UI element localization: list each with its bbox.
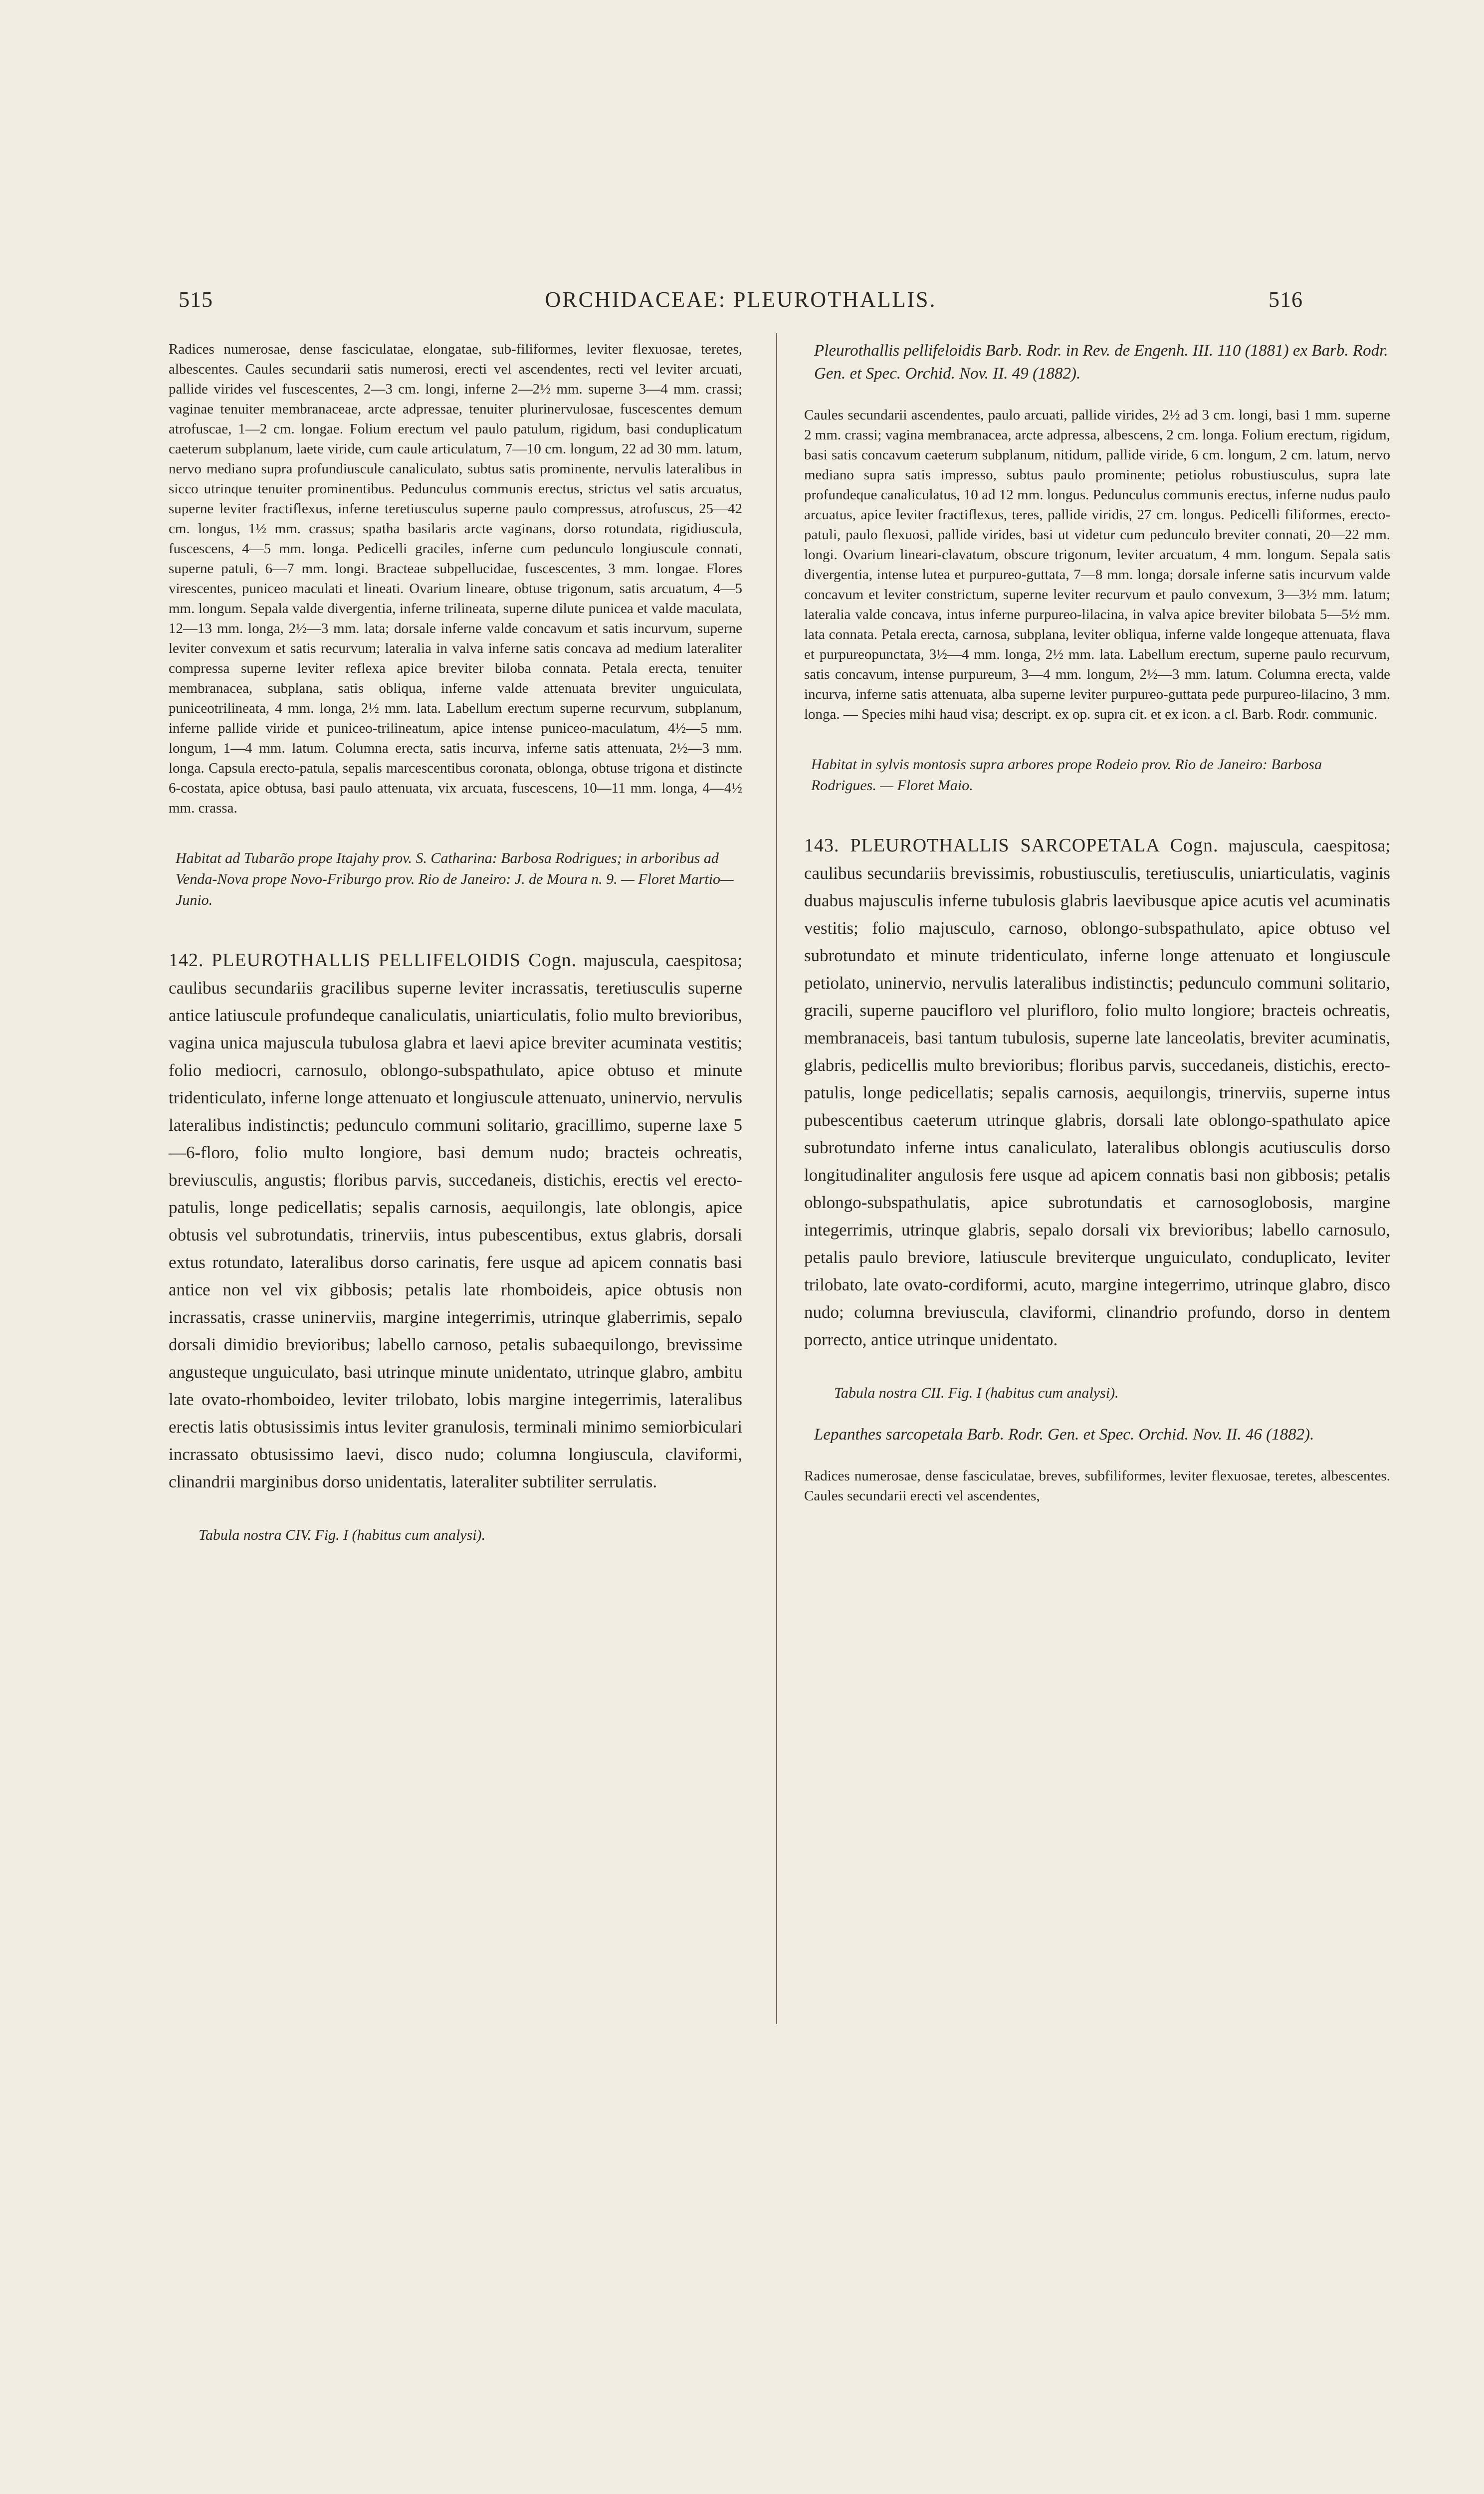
species-142-plate-reference: Tabula nostra CIV. Fig. I (habitus cum analysi). [199,1527,486,1543]
right-column [804,339,1390,1506]
species-142-synonym-citation: Pleurothallis pellifeloidis Barb. Rodr. in Rev. de Engenh. III. 110 (1881) ex Barb. Rodr. Gen. et Spec. Orchid. Nov. II. 49 (1882). [814,342,1388,383]
right-page-number: 516 [1269,287,1303,312]
species-142-diagnosis [169,947,742,1495]
species-142-description: Caules secundarii ascendentes, paulo arcuati, pallide virides, 2½ ad 3 cm. longi, basi 1 mm. superne 2 mm. crassi; vagina membranacea, arcte adpressa, albescens, 2 cm. longa. Folium erectum, rigidum, basi satis concavum caeterum subplanum, nitidum, pallide viride, 6 cm. longum, 2 cm. latum, nervo mediano supra satis impresso, subtus paulo prominente; petiolus robustiusculus, supra late profundeque canaliculatus, 10 ad 12 mm. longus. Pedunculus communis erectus, inferne nudus paulo arcuatus, apice leviter fractiflexus, teres, pallide viridis, 27 cm. longus. Pedicelli filiformes, erecto-patuli, paulo flexuosi, pallide virides, basi ut videtur cum pedunculo breviter connati, 20—22 mm. longi. Ovarium lineari-clavatum, obscure trigonum, leviter arcuatum, 4 mm. longum. Sepala satis divergentia, intense lutea et purpureo-guttata, 7—8 mm. longa; dorsale inferne satis incurvum valde concavum et leviter constrictum, superne leviter recurvum et paulo convexum, 3—3½ mm. latum; lateralia valde concava, intus inferne purpureo-lilacina, in valva apice breviter bilobata 5—5½ mm. lata connata. Petala erecta, carnosa, subplana, leviter obliqua, inferne valde longeque attenuata, flava et purpureopunctata, 3½—4 mm. longa, 2½ mm. lata. Labellum erectum, superne paulo recurvum, satis concavum, intense purpureum, 3—4 mm. longum, 2½—3 mm. latum. Columna erecta, valde incurva, inferne satis attenuata, alba superne leviter purpureo-guttata pede purpureo-lilacino, 3 mm. longa. — Species mihi haud visa; descript. ex op. supra cit. et ex icon. a cl. Barb. Rodr. communic. [804,407,1390,722]
species-142-text: majuscula, caespitosa; caulibus secundariis gracilibus superne leviter incrassatis, teretiusculis superne antice latiuscule profundeque canaliculatis, uniarticulatis, folio multo brevioribus, vagina unica majuscula tubulosa glabra et laevi apice breviter acuminata vestitis; folio mediocri, carnosulo, oblongo-subspathulato, apice obtuso et minute tridenticulato, inferne longe attenuato et longiuscule attenuato, uninervio, nervulis lateralibus indistinctis; pedunculo communi solitario, gracillimo, superne laxe 5—6-floro, folio multo longiore, basi demum nudo; bracteis ochreatis, breviusculis, angustis; floribus parvis, succedaneis, distichis, erectis vel erecto-patulis, longe pedicellatis; sepalis carnosis, aequilongis, late oblongis, apice obtusis vel subrotundatis, trinerviis, intus pubescentibus, extus glabris, dorsali extus rotundato, lateralibus dorso carinatis, fere usque ad apicem connatis basi antice non vel vix gibbosis; petalis late rhomboideis, apice obtusis non incrassatis, crasse uninerviis, margine integerrimis, utrinque glaberrimis, sepalo dorsali dimidio brevioribus; labello carnoso, petalis subaequilongo, brevissime angusteque unguiculato, basi utrinque minute unidentato, utrinque glabro, ambitu late ovato-rhomboideo, leviter trilobato, lobis margine integerrimis, lateralibus erectis latis obtusissimis intus leviter granulosis, terminali minimo semiorbiculari incrassato obtusissimo laevi, disco nudo; columna longiuscula, claviformi, clinandrii marginibus dorso unidentatis, lateraliter subtiliter serrulatis. [169,951,743,1491]
left-column [169,339,742,1545]
species-143-heading: 143. PLEUROTHALLIS SARCOPETALA Cogn. [804,835,1219,856]
column-divider-rule [776,333,777,2024]
species-142-habitat: Habitat in sylvis montosis supra arbores prope Rodeio prov. Rio de Janeiro: Barbosa Rodrigues. — Floret Maio. [811,756,1322,794]
species-143-plate-reference: Tabula nostra CII. Fig. I (habitus cum analysi). [834,1385,1119,1401]
species-141-description: Radices numerosae, dense fasciculatae, elongatae, sub-filiformes, leviter flexuosae, teretes, albescentes. Caules secundarii satis numerosi, erecti vel ascendentes, recti vel leviter arcuati, pallide virides vel fuscescentes, 2—3 cm. longi, inferne 2—2½ mm. superne 3—4 mm. crassi; vaginae tenuiter membranaceae, arcte adpressae, tenuiter plurinervulosae, fuscescentes demum atrofuscae, 1—2 cm. longae. Folium erectum vel paulo patulum, rigidum, basi conduplicatum caeterum subplanum, laete viride, cum caule articulatum, 7—10 cm. longum, 22 ad 30 mm. latum, nervo mediano supra profundiuscule canaliculato, subtus satis prominente, nervulis lateralibus in sicco utrinque tenuiter prominentibus. Pedunculus communis erectus, strictus vel satis arcuatus, superne leviter fractiflexus, inferne teretiusculus superne paulo compressus, atrofuscus, 25—42 cm. longus, 1½ mm. crassus; spatha basilaris arcte vaginans, dorso rotundata, rigidiuscula, fuscescens, 4—5 mm. longa. Pedicelli graciles, inferne cum pedunculo longiuscule connati, superne patuli, 6—7 mm. longi. Bracteae subpellucidae, fuscescentes, 3 mm. longae. Flores virescentes, puniceo maculati et lineati. Ovarium lineare, obtuse trigonum, satis arcuatum, 4—5 mm. longum. Sepala valde divergentia, inferne trilineata, superne dilute punicea et valde maculata, 12—13 mm. longa, 2½—3 mm. lata; dorsale inferne valde concavum et satis incurvum, superne leviter convexum et satis recurvum; lateralia in valva inferne satis concava ad medium lateraliter compressa superne leviter reflexa apice breviter biloba connata. Petala erecta, tenuiter membranacea, subplana, satis obliqua, inferne valde attenuata breviter unguiculata, puniceotrilineata, 4 mm. longa, 2½ mm. lata. Labellum erectum superne recurvum, subplanum, inferne pallide viride et puniceo-trilineatum, apice intense puniceo-maculatum, 4½—5 mm. longum, 1—4 mm. latum. Columna erecta, satis incurva, inferne satis attenuata, 2½—3 mm. longa. Capsula erecto-patula, sepalis marcescentibus coronata, oblonga, obtuse trigona et distincte 6-costata, apice obtusa, basi paulo attenuata, vix arcuata, fuscescens, 10—11 mm. longa, 4—4½ mm. crassa. [169,341,742,816]
running-header [175,282,1307,317]
species-141-habitat: Habitat ad Tubarão prope Itajahy prov. S. Catharina: Barbosa Rodrigues; in arboribus ad Venda-Nova prope Novo-Friburgo prov. Rio de Janeiro: J. de Moura n. 9. — Floret Martio—Junio. [176,850,734,908]
species-143-diagnosis [804,832,1390,1353]
species-143-text: majuscula, caespitosa; caulibus secundariis brevissimis, robustiusculis, teretiusculis, uniarticulatis, vaginis duabus majusculis inferne tubulosis glabris laevibusque apice acutis vel acuminatis vestitis; folio majusculo, carnoso, oblongo-subspathulato, apice obtuso vel subrotundato et minute tridenticulato, inferne longe attenuato et longiuscule petiolato, uninervio, nervulis lateralibus indistinctis; pedunculo communi solitario, gracili, superne paucifloro vel plurifloro, folio multo longiore; bracteis ochreatis, membranaceis, basi tantum tubulosis, superne late lanceolatis, breviter acuminatis, glabris, pedicellis multo brevioribus; floribus parvis, succedaneis, distichis, erecto-patulis, longe pedicellatis; sepalis carnosis, aequilongis, trinerviis, superne intus pubescentibus caeterum utrinque glabris, dorsali late oblongo-spathulato apice subrotundato inferne intus canaliculato, lateralibus oblongis acutiusculis dorso longitudinaliter angulosis fere usque ad apicem connatis basi non gibbosis; petalis oblongo-subspathulatis, apice subrotundatis et carnosoglobosis, margine integerrimis, utrinque glabris, sepalo dorsali vix brevioribus; labello carnosulo, petalis paulo breviore, latiuscule breviterque unguiculato, conduplicato, leviter trilobato, late ovato-cordiformi, acuto, margine integerrimo, utrinque glabro, disco nudo; columna breviuscula, claviformi, clinandrio profundo, dorso in dentem porrecto, antice utrinque unidentato. [804,836,1391,1349]
left-page-number: 515 [179,287,213,312]
species-142-heading: 142. PLEUROTHALLIS PELLIFELOIDIS Cogn. [169,950,577,971]
species-143-description-start: Radices numerosae, dense fasciculatae, breves, subfiliformes, leviter flexuosae, teretes, albescentes. Caules secundarii erecti vel ascendentes, [804,1468,1390,1504]
running-title: ORCHIDACEAE: PLEUROTHALLIS. [545,287,937,312]
species-143-synonym-citation: Lepanthes sarcopetala Barb. Rodr. Gen. et Spec. Orchid. Nov. II. 46 (1882). [814,1426,1314,1444]
